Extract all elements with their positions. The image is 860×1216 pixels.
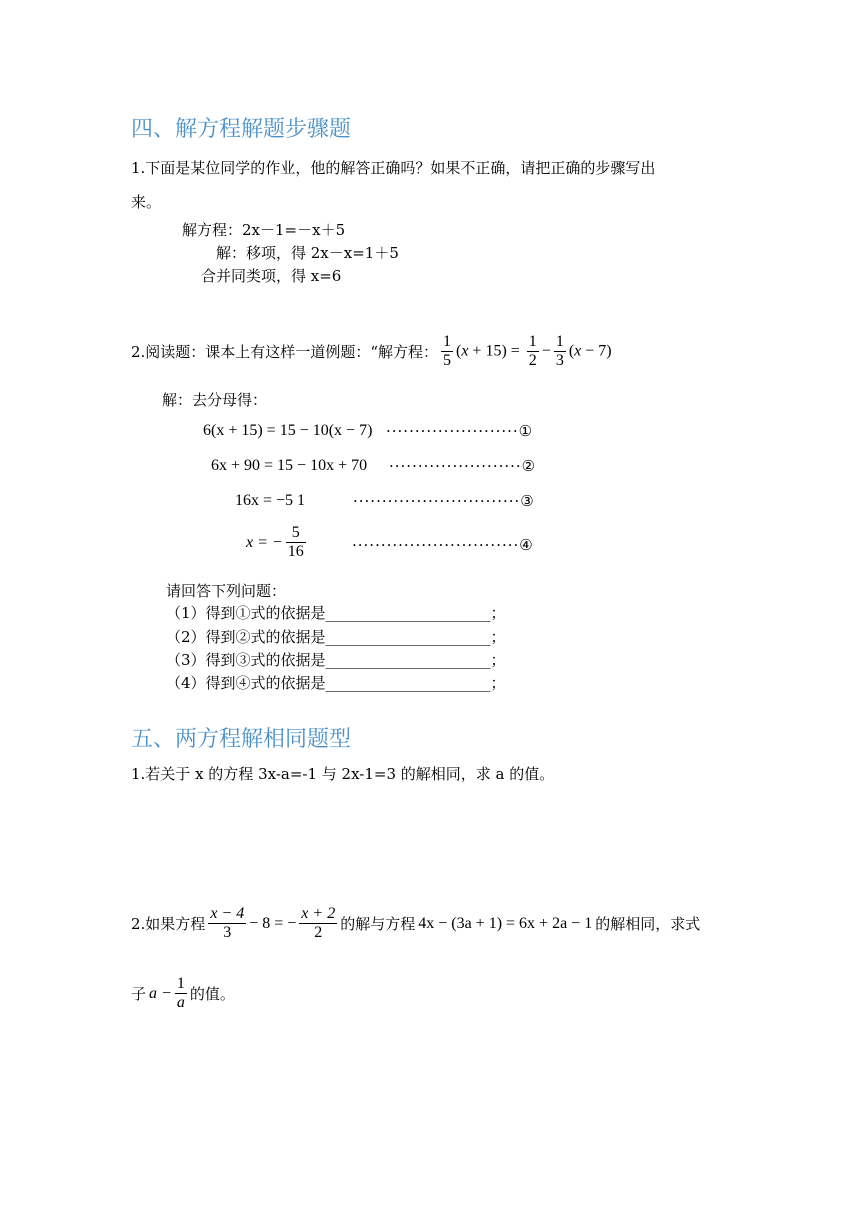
- q1-text-line2: 来。: [131, 193, 162, 211]
- circled-4: ④: [519, 536, 533, 554]
- q2-step-3-equation: 16x = −5 1: [235, 492, 306, 509]
- section-4-heading: 四、解方程解题步骤题: [131, 117, 352, 142]
- q2-intro-text: 2.阅读题：课本上有这样一道例题：“解方程：: [131, 343, 438, 362]
- circled-3: ③: [520, 492, 534, 510]
- q2-step-4-dots: ·····························④: [352, 536, 533, 554]
- q2-step-1-equation: 6(x + 15) = 15 − 10(x − 7): [203, 422, 373, 439]
- q2-step-1-dots: ·······················①: [386, 422, 533, 440]
- q2-step-2-equation: 6x + 90 = 15 − 10x + 70: [211, 457, 368, 474]
- circled-2: ②: [521, 457, 536, 475]
- s5-q2-expression: a − $\frac{1}{a}$: [149, 975, 185, 1012]
- q2-prompt: 请回答下列问题：: [166, 582, 287, 600]
- q2-step-2-dots: ·······················②: [389, 457, 536, 475]
- q2-question: （2）得到②式的依据是______________________；: [166, 628, 506, 646]
- s5-q2-line2-prefix: 子: [131, 985, 147, 1004]
- s5-q2-equation-2: 4x − (3a + 1) = 6x + 2a − 1: [418, 914, 593, 932]
- circled-1: ①: [518, 422, 533, 440]
- section-5-heading: 五、两方程解相同题型: [131, 727, 352, 752]
- q2-question: （4）得到④式的依据是______________________；: [166, 674, 506, 692]
- q2-solution-label: 解：去分母得：: [162, 391, 268, 409]
- q1-work-line: 解方程：2x－1=－x＋5: [182, 221, 346, 239]
- q2-question: （3）得到③式的依据是______________________；: [166, 651, 506, 669]
- q2-question: （1）得到①式的依据是______________________；: [166, 604, 506, 622]
- q2-step-3-dots: ·····························③: [353, 492, 534, 510]
- s5-q1-text: 1.若关于 x 的方程 3x-a=-1 与 2x-1=3 的解相同，求 a 的值。: [131, 765, 555, 783]
- q2-equation: $\frac{1}{5}$ (x + 15) = $\frac{1}{2}$ − $\frac{1}{3}$ (x − 7): [442, 333, 612, 370]
- s5-q2-prefix: 2.如果方程: [131, 915, 206, 934]
- s5-q2-equation-1: $\frac{x - 4}{3}$ − 8 = − $\frac{x + 2}{2}$: [210, 905, 336, 942]
- q1-work-line: 解：移项，得 2x－x=1＋5: [216, 244, 399, 262]
- q1-text-line1: 1.下面是某位同学的作业，他的解答正确吗？如果不正确，请把正确的步骤写出: [131, 159, 656, 177]
- q2-intro-line: [131, 333, 612, 371]
- s5-q2-line1: [131, 905, 700, 943]
- q2-step-4-equation: x = − $\frac{5}{16}$: [246, 524, 304, 561]
- s5-q2-line2: [131, 975, 235, 1013]
- s5-q2-text1: 的解与方程: [340, 915, 416, 934]
- q1-work-line: 合并同类项，得 x=6: [201, 267, 342, 285]
- s5-q2-line2-suffix: 的值。: [189, 985, 235, 1004]
- s5-q2-text2: 的解相同，求式: [595, 915, 701, 934]
